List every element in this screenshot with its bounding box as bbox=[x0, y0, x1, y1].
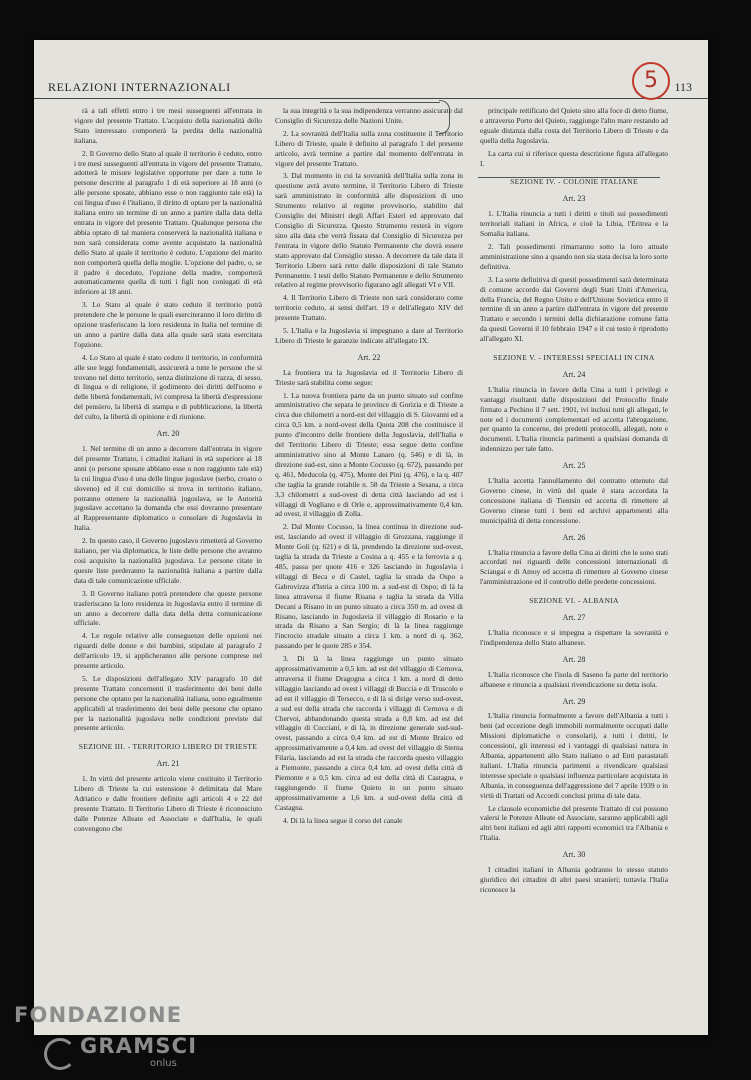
paragraph: la sua integrità e la sua indipendenza verranno assicurate dal Consiglio di Sicurezza delle Nazioni Unite. bbox=[275, 106, 463, 125]
section-heading: SEZIONE VI. - ALBANIA bbox=[529, 596, 619, 606]
paragraph: 4. Il Territorio Libero di Trieste non sarà considerato come territorio ceduto, ai sensi dell'art. 19 e dell'allegato XIV del presente Trattato. bbox=[275, 293, 463, 323]
paragraph: 5. L'Italia e la Jugoslavia si impegnano a dare al Territorio Libero di Trieste le garanzie indicate all'allegato IX. bbox=[275, 326, 463, 345]
watermark-logo-icon bbox=[44, 1038, 76, 1070]
watermark-fondazione: FONDAZIONE bbox=[14, 1003, 183, 1027]
paragraph: 3. Di là la linea raggiunge un punto situato approssimativamente a 0,5 km. ad est del villaggio di Cernova, attraversa il fiume Dragogna a circa 1 km. a nord di detto villaggio lasciando ad ovest i villaggi di Buccia e di Truscolo e ad est il villaggio di Tersecco, e di là si dirige verso sud-ovest, a sud est della strada che raccorda i villaggi di Cernova e di Chervoi, abbandonando questa strada a 0,8 km. ad est del villaggio di Cucciani, e di là, in direzione generale sud-sud-ovest, passando a circa 0,4 km. ad est di Monte Braico ed approssimativamente a 0,4 km. ad ovest del villaggio di Sterna Filaria, lasciando ad est la strada che raccorda questo villaggio a Piemonte, passando a circa 0,4 km. ad ovest della città di Piemonte e a 0,5 km. circa ad est della città di Castagna, e raggiungendo il fiume Quieto in un punto situato approssimativamente a 1,6 km. a sud-ovest della città di Castagna. bbox=[275, 654, 463, 812]
paragraph: 3. Il Governo italiano potrà pretendere che queste persone trasferiscano la loro residenza in Jugoslavia entro il termine di un anno a decorrere dalla data della detta comunicazione ufficiale. bbox=[74, 588, 262, 628]
paragraph: L'Italia rinuncia formalmente a favore dell'Albania a tutti i beni (ad eccezione degli immobili normalmente occupati dalle Missioni diplomatiche o consolari), a tutti i diritti, le concessioni, gli interessi ed i vantaggi di qualsiasi natura in Albania, appartenenti allo Stato italiano o ad Enti parastatali italiani. L'Italia rinuncia parimenti a rivendicare qualsiasi interesse speciale o qualsiasi influenza particolare acquistata in Albania, in conseguenza dell'aggressione del 7 aprile 1939 o in virtù di Trattati od Accordi conclusi prima di tale data. bbox=[480, 711, 668, 800]
paragraph: 4. Le regole relative alle conseguenze delle opzioni nei riguardi delle donne e dei bambini, stipulate al paragrafo 2 dell'articolo 19, si applicheranno alle persone comprese nel presente articolo. bbox=[74, 631, 262, 671]
paragraph: Le clausole economiche del presente Trattato di cui possono valersi le Potenze Alleate ed Associate, saranno applicabili agli altri beni italiani ed agli altri rapporti economici tra l'Albania e l'Italia. bbox=[480, 803, 668, 843]
section-heading: SEZIONE III. - TERRITORIO LIBERO DI TRIESTE bbox=[78, 742, 258, 752]
article-heading: Art. 26 bbox=[562, 532, 586, 542]
paragraph: 1. La nuova frontiera parte da un punto situato sul confine amministrativo che separa le province di Gorizia e di Trieste a circa due chilometri a nord-est del villaggio di S. Giovanni ed a circa 0,5 km. a nord-ovest della Quota 208 che costituisce il punto d'incontro delle frontiere della Jugoslavia, dell'Italia e del Territorio Libero di Trieste; essa segue detto confine amministrativo sino al Monte Lanaro (q. 546) e di là, in direzione sud-est, sino a Monte Cocusso (q. 672), passando per q. 461, Meducola (q. 475), Monte dei Pini (q. 476), e la q. 407 che taglia la grande rotabile n. 58 da Trieste a Sesana, a circa 3,3 chilometri a sud-ovest di detta città lasciando ad est i villaggi di Vogliano e di Orle e, approssimativamente 0,4 km. ad ovest, il villaggio di Zolla. bbox=[275, 390, 463, 519]
paragraph: 2. Dal Monte Cocusso, la linea continua in direzione sud-est, lasciando ad ovest il villaggio di Grozzana, raggiunge il Monte Goli (q. 621) e di là, prendendo la direzione sud-ovest, taglia la strada da Trieste a Cosina a q. 455 e la ferrovia a q. 485, passa per quote 416 e 326 lasciando in Jugoslavia i villaggi di Beca e di Castel, taglia la strada da Ospo a Gabrovizza d'Istria a circa 100 m. a sud-est di Ospo; di là la linea attraversa il fiume Risana e taglia la strada da Villa Decani a Risano in un punto situato a circa 350 m. ad ovest di Risano, lasciando in Jugoslavia il villaggio di Rosario e la strada da Risano a San Sergio; di là la linea raggiunge l'incrocio stradale situato a circa 1 km. a nord di q. 362, passando per le quote 285 e 354. bbox=[275, 522, 463, 651]
handwritten-page-mark: 5 bbox=[632, 62, 670, 100]
paragraph: La carta cui si riferisce questa descrizione figura all'allegato I. bbox=[480, 148, 668, 168]
section-heading: SEZIONE V. - INTERESSI SPECIALI IN CINA bbox=[493, 353, 655, 363]
article-heading: Art. 21 bbox=[156, 759, 180, 769]
section-heading: SEZIONE IV. - COLONIE ITALIANE bbox=[510, 177, 638, 187]
document-page bbox=[34, 40, 708, 1035]
paragraph: 2. In questo caso, il Governo jugoslavo rimetterà al Governo italiano, per via diplomatica, le liste delle persone che avranno così acquisito la nazionalità jugoslava. Le persone citate in queste liste perderanno la nazionalità italiana a partire dalla data di tale comunicazione ufficiale. bbox=[74, 536, 262, 585]
paragraph: La frontiera tra la Jugoslavia ed il Territorio Libero di Trieste sarà stabilita come segue: bbox=[275, 367, 463, 387]
paragraph: 2. Tali possedimenti rimarranno sotto la loro attuale amministrazione sino a quando non sia stata decisa la loro sorte definitiva. bbox=[480, 241, 668, 271]
paragraph: 1. L'Italia rinuncia a tutti i diritti e titoli sui possedimenti territoriali italiani in Africa, e cioè la Libia, l'Eritrea e la Somalia italiana. bbox=[480, 209, 668, 239]
paragraph: 1. In virtù del presente articolo viene costituito il Territorio Libero di Trieste la cui estensione è delimitata dal Mare Adriatico e dalle frontiere definite agli articoli 4 e 22 del presente Trattato. Il Territorio Libero di Trieste è riconosciuto dalle Potenze Alleate ed Associate e dall'Italia, le quali convengono che bbox=[74, 774, 262, 833]
paragraph: 3. Lo Stato al quale è stato ceduto il territorio potrà pretendere che le persone le quali eserciteranno il loro diritto di opzione trasferiscano la loro residenza in Italia nel termine di un anno a partire dalla data alla quale sarà stata esercitata l'opzione. bbox=[74, 300, 262, 349]
text-column-right bbox=[480, 106, 668, 898]
page-number: 113 bbox=[674, 80, 692, 94]
paragraph: rà a tali effetti entro i tre mesi susseguenti all'entrata in vigore del presente Trattato. L'acquisto della nazionalità dello Stato interessato comporterà la perdita della nazionalità italiana. bbox=[74, 106, 262, 145]
paragraph: 1. Nel termine di un anno a decorrere dall'entrata in vigore del presente Trattato, i cittadini italiani in età superiore ai 18 anni (o persone sposate abbiano esse o non raggiunto tale età) la cui lingua d'uso è una delle lingue jugoslave (serbo, croato o sloveno) ed il cui domicilio si trova in territorio italiano, potranno ottenere la nazionalità jugoslava, se le Autorità jugoslave accettano la domanda che essi dovranno presentare al Rappresentante diplomatico o consolare di Jugoslavia in Italia. bbox=[74, 444, 262, 533]
paragraph: I cittadini italiani in Albania godranno lo stesso statuto giuridico dei cittadini di altri paesi stranieri; tuttavia l'Italia riconosce la bbox=[480, 865, 668, 894]
paragraph: L'Italia rinuncia a favore della Cina ai diritti che le sono stati accordati nei riguardi delle concessioni internazionali di Sciangai e di Amoy ed accetta di rimettere al Governo cinese l'amministrazione ed il controllo delle predette concessioni. bbox=[480, 547, 668, 587]
text-column-middle bbox=[275, 106, 463, 829]
paragraph: 4. Lo Stato al quale è stato ceduto il territorio, in conformità alle sue leggi fondamentali, assicurerà a tutte le persone che si trovano nel detto territorio, senza distinzione di razza, di sesso, di lingua o di religione, il godimento dei diritti dell'uomo e delle libertà fondamentali, ivi compresa la libertà d'espressione del pensiero, la libertà di stampa e di pubblicazione, la libertà del culto, la libertà di opinione e di riunione. bbox=[74, 352, 262, 422]
article-heading: Art. 28 bbox=[562, 654, 586, 664]
paragraph: principale rettificato del Quieto sino alla foce di detto fiume, e attraverso Porto del Quieto, raggiunge l'alto mare restando ad eguale distanza dalla costa del Territorio Libero di Trieste e da quella della Jugoslavia. bbox=[480, 106, 668, 145]
paragraph: L'Italia riconosce che l'isola di Saseno fa parte del territorio albanese e rinuncia a qualsiasi rivendicazione su detta isola. bbox=[480, 669, 668, 689]
header-title: RELAZIONI INTERNAZIONALI bbox=[48, 80, 231, 94]
watermark-gramsci: GRAMSCI bbox=[80, 1034, 198, 1058]
paragraph: 5. Le disposizioni dell'allegato XIV paragrafo 10 del presente Trattato concernenti il trasferimento dei beni delle persone che optano per la nazionalità italiana, sono egualmente applicabili al trasferimento dei beni delle persone che optano per la nazionalità jugoslava nelle condizioni previste dal presente articolo. bbox=[74, 673, 262, 733]
watermark-onlus: onlus bbox=[150, 1058, 177, 1069]
paragraph: 3. La sorte definitiva di questi possedimenti sarà determinata di comune accordo dai Governi degli Stati Uniti d'America, della Francia, del Regno Unito e dell'Unione Sovietica entro il termine di un anno a partire dall'entrata in vigore del presente Trattato e secondo i termini della dichiarazione comune fatta da questi Governi il 10 febbraio 1947 e il cui testo è riprodotto all'allegato XI. bbox=[480, 274, 668, 344]
article-heading: Art. 20 bbox=[156, 429, 180, 439]
article-heading: Art. 24 bbox=[562, 369, 586, 379]
article-heading: Art. 29 bbox=[562, 696, 586, 706]
article-heading: Art. 27 bbox=[562, 613, 586, 623]
paragraph: 3. Dal momento in cui la sovranità dell'Italia sulla zona in questione avrà avuto termine, il Territorio Libero di Trieste sarà amministrato in conformità alle disposizioni di uno Strumento relativo al regime provvisorio, stabilito dal Consiglio dei Ministri degli Affari Esteri ed approvato dal Consiglio di Sicurezza. Questo Strumento resterà in vigore sino alla data che verrà fissata dal Consiglio di Sicurezza per l'entrata in vigore dello Statuto Permanente che dovrà essere stato approvato dal Consiglio stesso. A decorrere da tale data il Territorio Libero sarà retto dalle disposizioni di tale Statuto Permanente. I testi dello Statuto Permanente e dello Strumento relativo al regime provvisorio figurano agli allegati VI e VII. bbox=[275, 171, 463, 290]
pencil-annotation-line bbox=[320, 102, 440, 103]
text-column-left bbox=[74, 106, 262, 837]
article-heading: Art. 30 bbox=[562, 850, 586, 860]
article-heading: Art. 22 bbox=[357, 352, 381, 362]
paragraph: L'Italia rinuncia in favore della Cina a tutti i privilegi e vantaggi risultanti dalle disposizioni del Protocollo finale firmato a Pechino il 7 sett. 1901, ivi inclusi tutti gli allegati, le note ed i documenti complementari ed accetta l'abrogazione, per quanto la concerne, dei predetti protocolli, allegati, note e documenti. L'Italia rinuncia parimenti a qualsiasi domanda di indennizzo per tale fatto. bbox=[480, 384, 668, 454]
paragraph: L'Italia accetta l'annullamento del contratto ottenuto dal Governo cinese, in virtù del quale è stata accordata la concessione italiana di Tientsin ed accetta di rimettere al Governo cinese tutti i beni ed archivi appartenenti alla municipalità di detta concessione. bbox=[480, 476, 668, 525]
running-header bbox=[34, 76, 708, 99]
paragraph: L'Italia riconosce e si impegna a rispettare la sovranità e l'indipendenza dello Stato albanese. bbox=[480, 627, 668, 647]
paragraph: 4. Di là la linea segue il corso del canale bbox=[283, 815, 403, 825]
paragraph: 2. La sovranità dell'Italia sulla zona costituente il Territorio Libero di Trieste, quale è definito al paragrafo 1 del presente articolo, avrà termine a partire dal momento dell'entrata in vigore del presente Trattato. bbox=[275, 128, 463, 168]
article-heading: Art. 23 bbox=[562, 194, 586, 204]
article-heading: Art. 25 bbox=[562, 461, 586, 471]
paragraph: 2. Il Governo dello Stato al quale il territorio è ceduto, entro i tre mesi susseguenti all'entrata in vigore del presente Trattato, adotterà le misure legislative opportune per dare a tutte le persone descritte al paragrafo 1 di età superiore ai 18 anni (o alle persone sposate, abbiano esse o non raggiunto tale età) la cui lingua d'uso è l'italiano, il diritto di optare per la nazionalità italiana entro un termine di un anno a partire dalla data della entrata in vigore del presente Trattato. Qualunque persona che abbia optato di tal maniera conserverà la nazionalità italiana e non sarà considerata come avente acquistato la nazionalità dello Stato al quale il territorio è ceduto. L'opzione del marito non comporterà quella della moglie. L'opzione del padre, o, se il padre è deceduto, l'opzione della madre, comporterà automaticamente quella di tutti i figli non coniugati di età inferiore ai 18 anni. bbox=[74, 148, 262, 297]
